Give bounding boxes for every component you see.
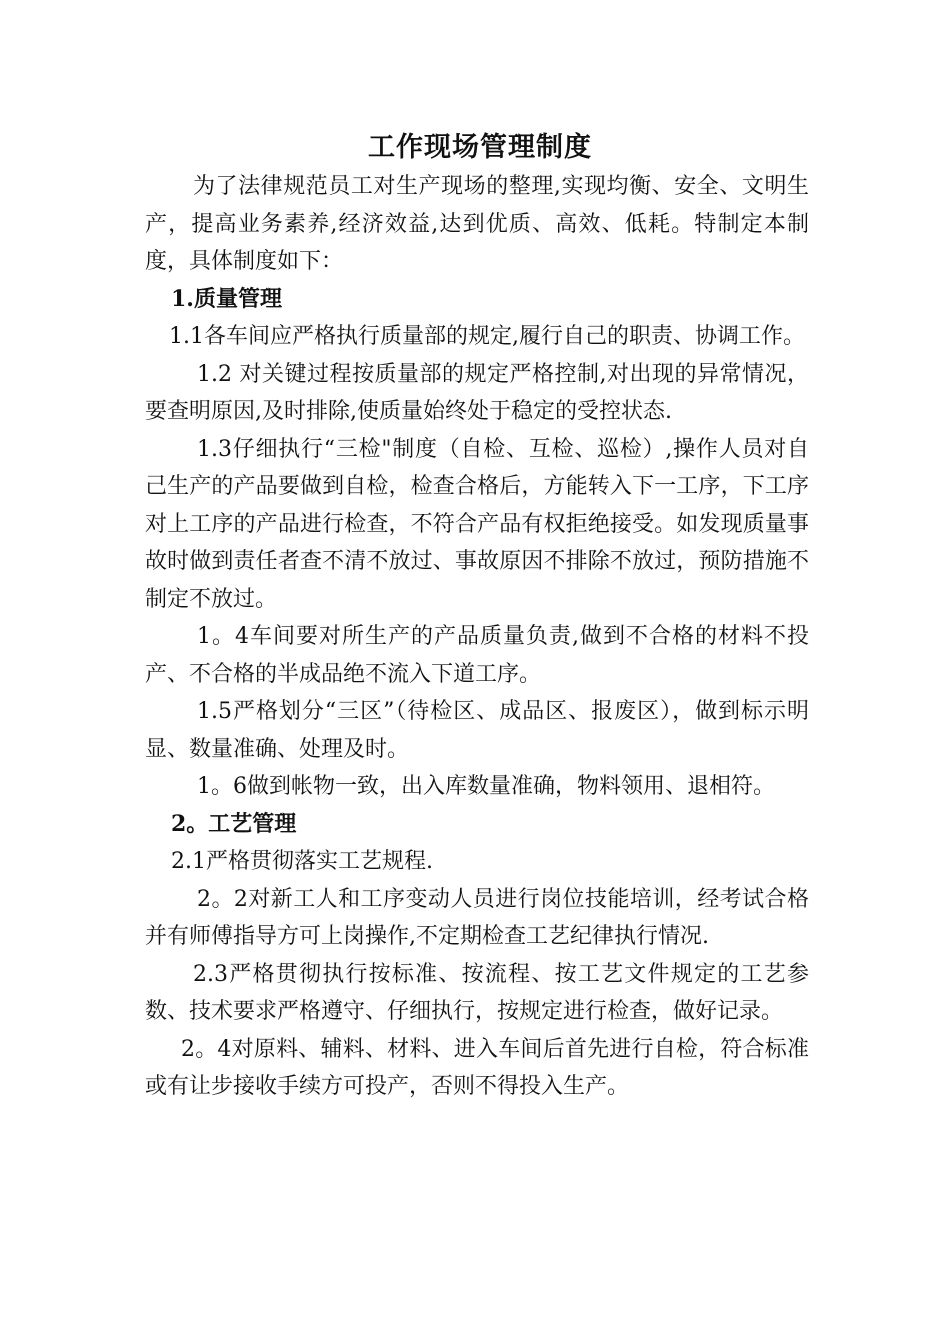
paragraph: 1.3仔细执行“三检"制度（自检、互检、巡检）,操作人员对自己生产的产品要做到自检，检查合格后，方能转入下一工序，下工序对上工序的产品进行检查，不符合产品有权拒绝接受。如发现质量事故时做到责任者查不清不放过、事故原因不排除不放过，预防措施不制定不放过。	[145, 436, 809, 612]
document-body	[145, 168, 809, 1106]
paragraph: 2.1严格贯彻落实工艺规程.	[171, 849, 433, 874]
section-heading: 2。工艺管理	[171, 810, 297, 837]
paragraph: 为了法律规范员工对生产现场的整理,实现均衡、安全、文明生产，提高业务素养,经济效益,达到优质、高效、低耗。特制定本制度，具体制度如下：	[145, 174, 809, 274]
paragraph: 1.2 对关键过程按质量部的规定严格控制,对出现的异常情况，要查明原因,及时排除,使质量始终处于稳定的受控状态.	[145, 361, 809, 424]
paragraph: 1.1各车间应严格执行质量部的规定,履行自己的职责、协调工作。	[169, 324, 805, 349]
paragraph: 2。2对新工人和工序变动人员进行岗位技能培训，经考试合格并有师傅指导方可上岗操作,不定期检查工艺纪律执行情况.	[145, 886, 809, 949]
paragraph: 2.3严格贯彻执行按标准、按流程、按工艺文件规定的工艺参数、技术要求严格遵守、仔细执行，按规定进行检查，做好记录。	[145, 961, 809, 1024]
paragraph: 1。4车间要对所生产的产品质量负责,做到不合格的材料不投产、不合格的半成品绝不流入下道工序。	[145, 624, 809, 687]
paragraph: 2。4对原料、辅料、材料、进入车间后首先进行自检，符合标准或有让步接收手续方可投产，否则不得投入生产。	[145, 1036, 809, 1099]
paragraph: 1。6做到帐物一致，出入库数量准确，物料领用、退相符。	[197, 774, 775, 799]
document-title: 工作现场管理制度	[368, 132, 592, 163]
section-heading: 1.质量管理	[171, 285, 282, 312]
paragraph: 1.5严格划分“三区”（待检区、成品区、报废区），做到标示明显、数量准确、处理及时。	[145, 699, 809, 762]
